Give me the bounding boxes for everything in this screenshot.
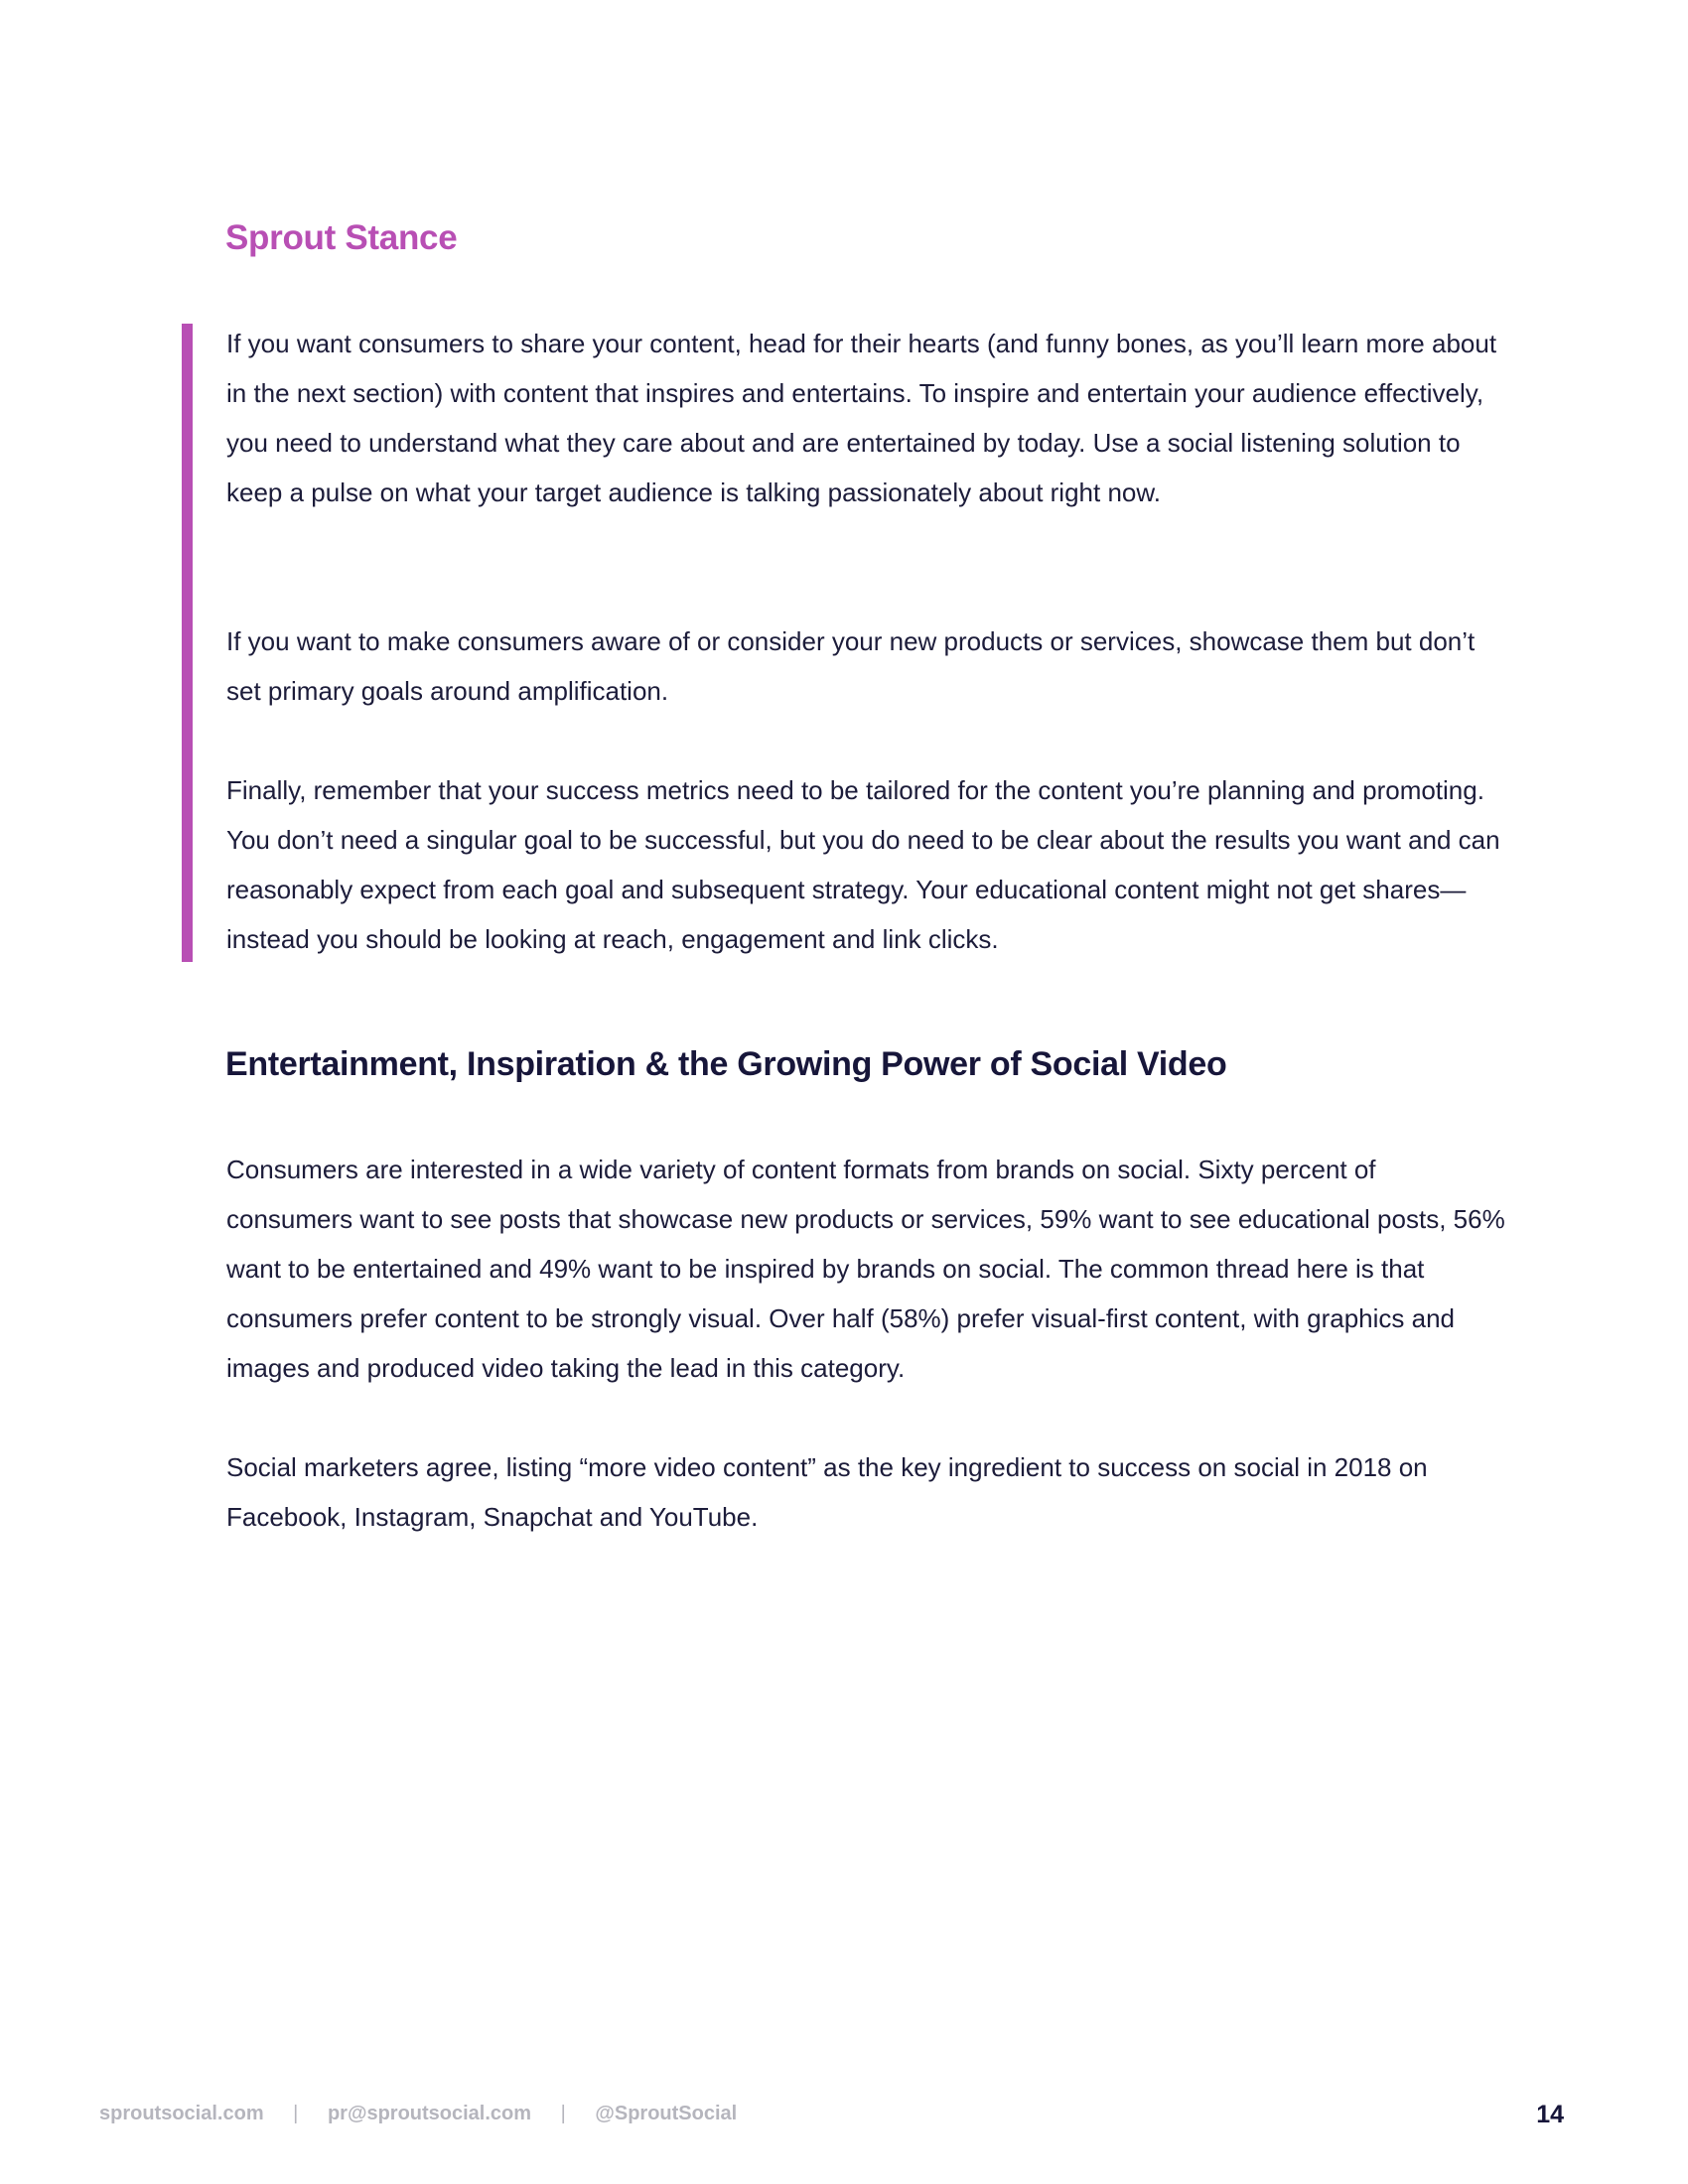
stance-paragraph-3: Finally, remember that your success metrics need to be tailored for the content you’re planning and promoting. You don’t need a singular goal to be successful, but you do need to be clear about the results you want and can reasonably expect from each goal and subsequent strategy. Your educational content might not get shares—instead you should be looking at reach, engagement and link clicks. bbox=[226, 775, 1500, 954]
section-title: Entertainment, Inspiration & the Growing Power of Social Video bbox=[225, 1045, 1227, 1083]
page-number: 14 bbox=[1536, 2101, 1564, 2128]
footer bbox=[99, 2103, 737, 2125]
section-paragraph-2: Social marketers agree, listing “more video content” as the key ingredient to success on social in 2018 on Facebook, Instagram, Snapchat and YouTube. bbox=[226, 1452, 1428, 1532]
footer-separator: | bbox=[293, 2103, 299, 2124]
sprout-stance-title: Sprout Stance bbox=[225, 218, 458, 257]
stance-accent-bar bbox=[182, 324, 193, 962]
footer-email-link[interactable]: pr@sproutsocial.com bbox=[327, 2103, 532, 2124]
stance-paragraph-2: If you want to make consumers aware of or consider your new products or services, showcase them but don’t set primary goals around amplification. bbox=[226, 626, 1476, 706]
stance-paragraph-1: If you want consumers to share your content, head for their hearts (and funny bones, as you’ll learn more about in the next section) with content that inspires and entertains. To inspire and entertain your audience effectively, you need to understand what they care about and are entertained by today. Use a social listening solution to keep a pulse on what your target audience is talking passionately about right now. bbox=[226, 329, 1497, 507]
footer-website-link[interactable]: sproutsocial.com bbox=[99, 2103, 264, 2124]
footer-handle-link[interactable]: @SproutSocial bbox=[595, 2103, 738, 2124]
section-paragraph-1: Consumers are interested in a wide variety of content formats from brands on social. Sixty percent of consumers want to see posts that showcase new products or services, 59% want to see educational posts, 56% want to be entertained and 49% want to be inspired by brands on social. The common thread here is that consumers prefer content to be strongly visual. Over half (58%) prefer visual-first content, with graphics and images and produced video taking the lead in this category. bbox=[226, 1155, 1505, 1383]
footer-separator: | bbox=[560, 2103, 566, 2124]
